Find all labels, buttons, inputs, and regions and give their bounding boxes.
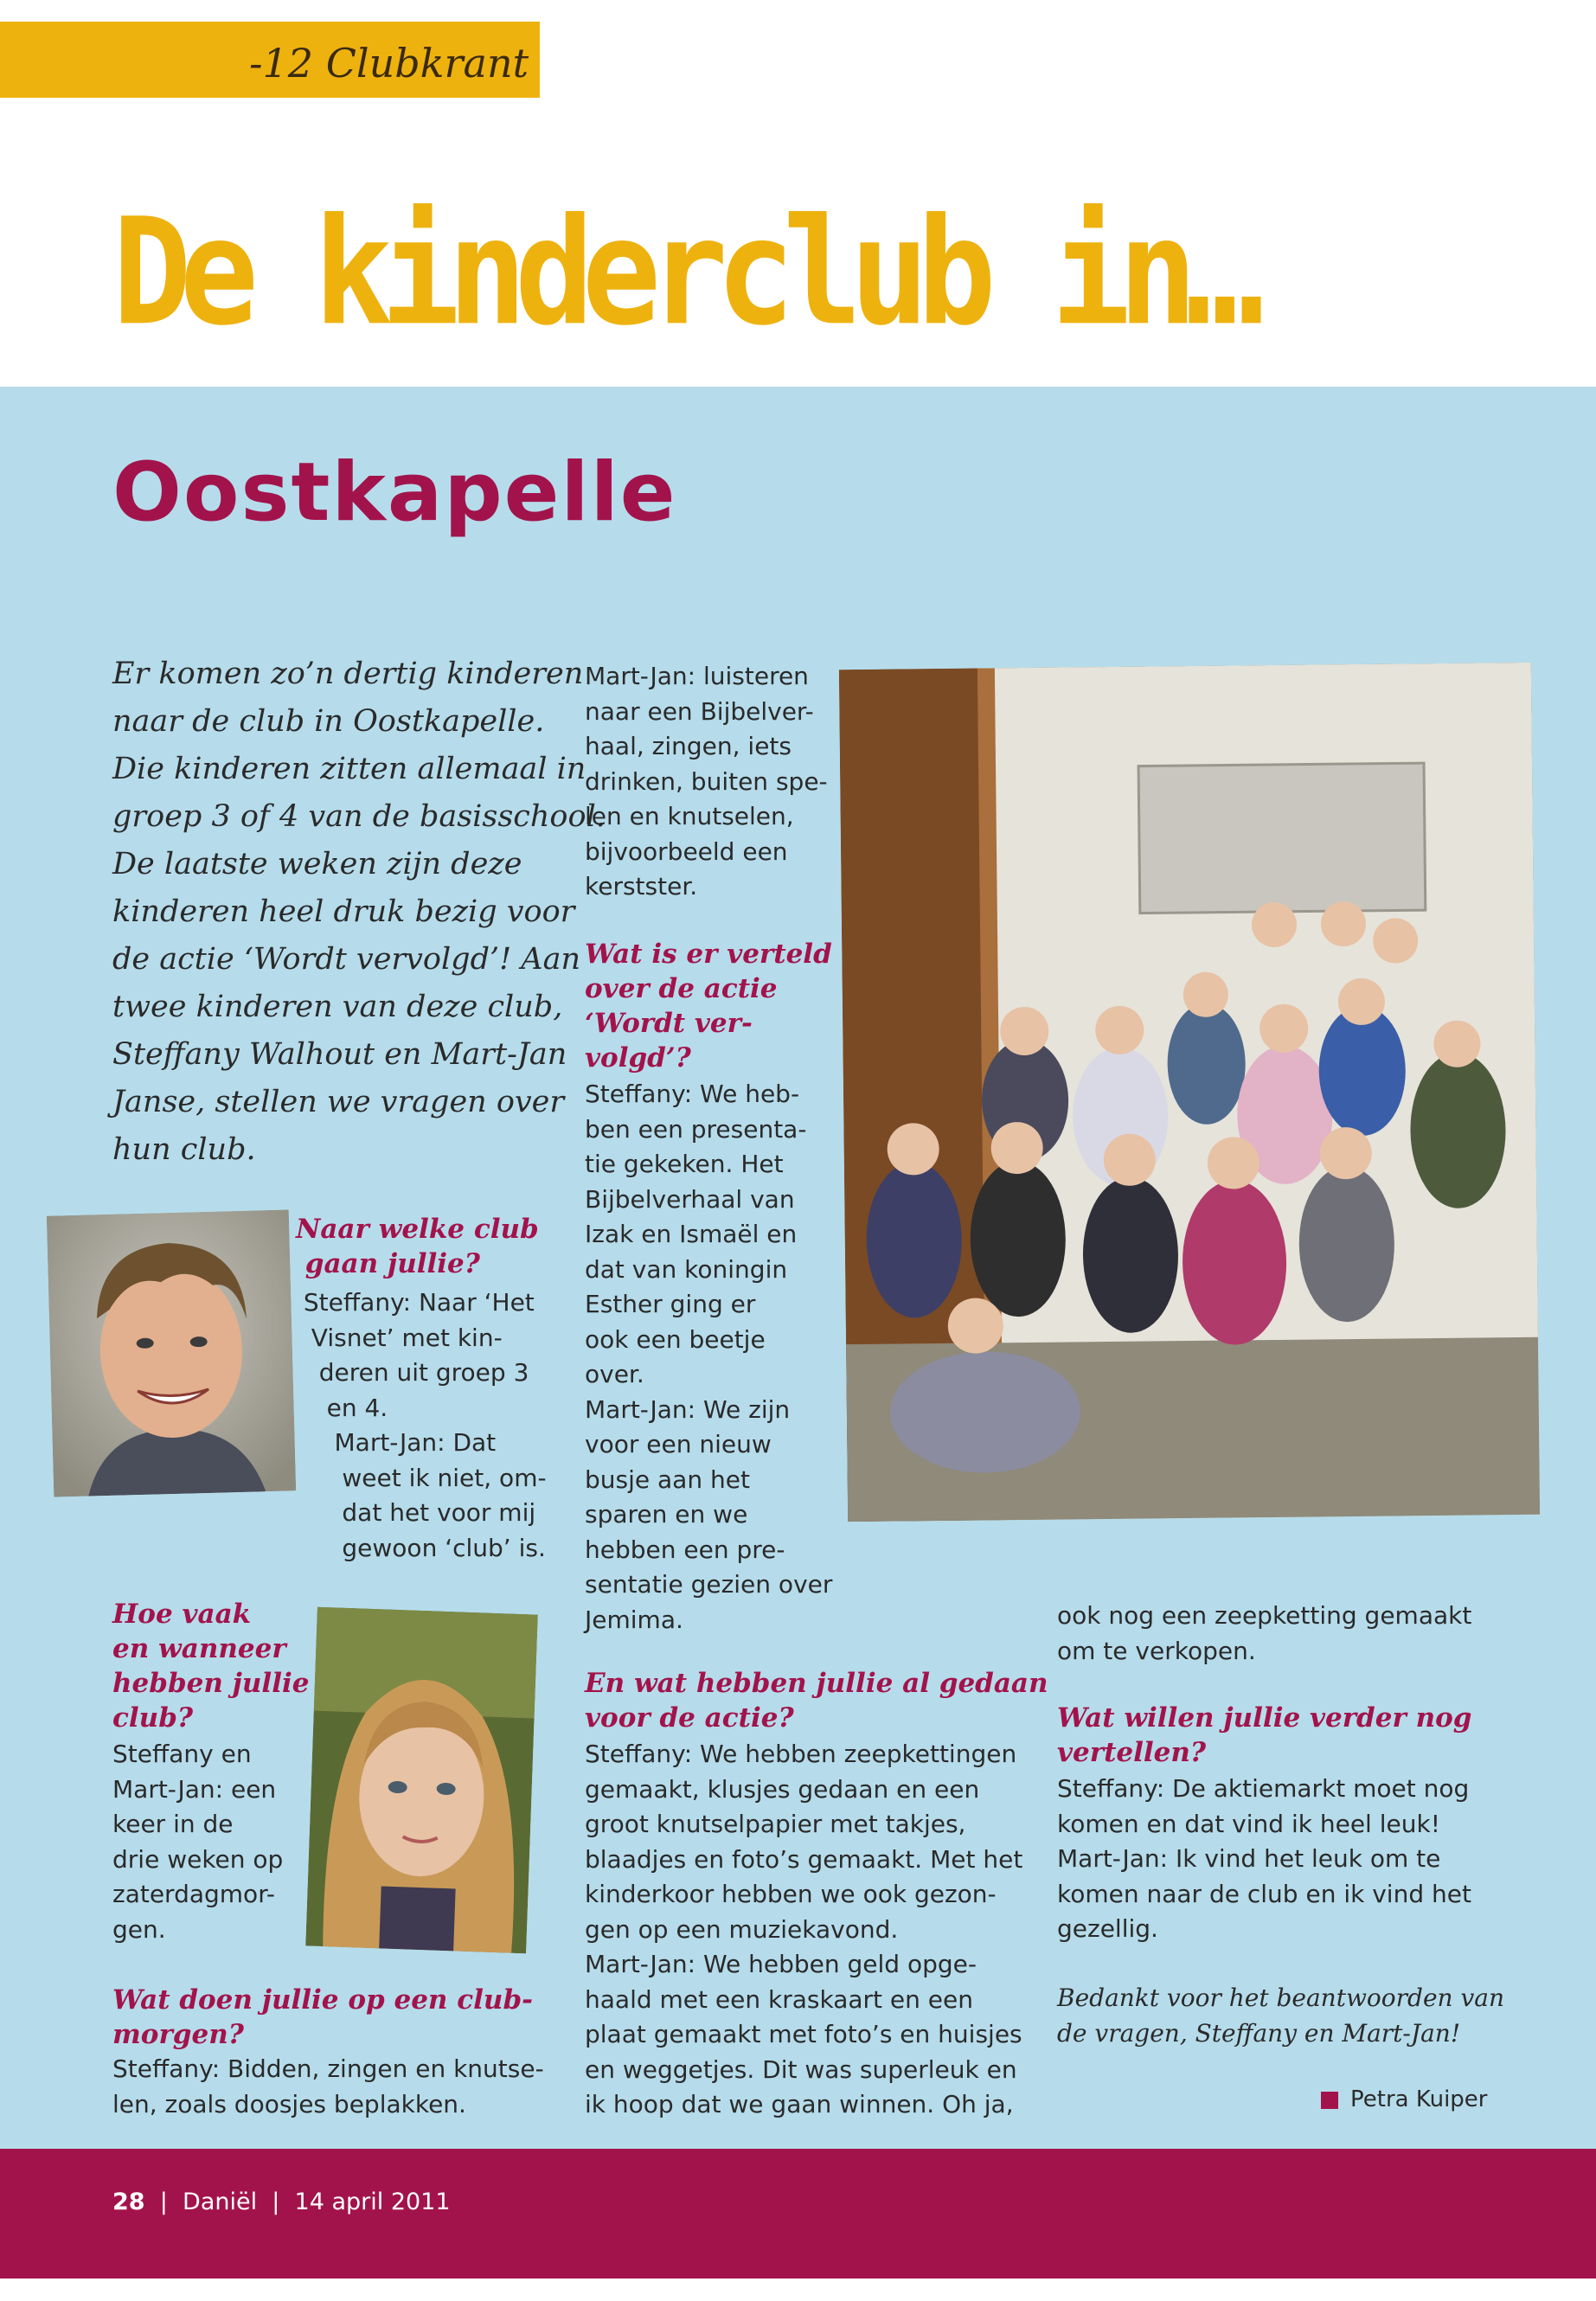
group-photo bbox=[839, 663, 1540, 1522]
question-frequency: Hoe vaak en wanneer hebben jullie club? bbox=[112, 1599, 310, 1734]
answer-frequency: Steffany en Mart-Jan: een keer in de drie weken op zaterdagmor- gen. bbox=[112, 1740, 284, 1944]
footer-separator: | bbox=[264, 2189, 287, 2215]
question-anything-else: Wat willen jullie verder nog vertellen? bbox=[1057, 1702, 1472, 1768]
intro-text: Er komen zo’n dertig kinderen naar de club in Oostkapelle. Die kinderen zitten allemaal in groep 3 of 4 van de basisschool. De laatste weken zijn deze kinderen heel druk bezig voor de actie ‘Wordt vervolgd’! Aan twee kinderen van deze club, Steffany Walhout en Mart-Jan Janse, stellen we vragen over hun club. bbox=[112, 657, 606, 1167]
question-club-morning: Wat doen jullie op een club- morgen? bbox=[112, 1984, 533, 2050]
answer-anything-else: Steffany: De aktiemarkt moet nog komen en dat vind ik heel leuk! Mart-Jan: Ik vind het leuk om te komen naar de club en ik vind het gezellig. bbox=[1057, 1774, 1471, 1943]
article-subtitle: Oostkapelle bbox=[112, 445, 677, 540]
answer-action-story: Steffany: We heb- ben een presenta- tie gekeken. Het Bijbelverhaal van Izak en Ismaël en dat van koningin Esther ging er ook een beetje over. Mart-Jan: We zijn voor een nieuw busje aan het sparen en we hebben een pre- sentatie gezien over Jemima. bbox=[585, 1080, 833, 1634]
answer-club-name: Steffany: Naar ‘Het Visnet’ met kin- deren uit groep 3 en 4. Mart-Jan: Dat weet ik niet, om- dat het voor mij gewoon ‘club’ is. bbox=[303, 1288, 547, 1562]
magazine-name: Daniël bbox=[183, 2189, 258, 2215]
portrait-mart-jan-photo bbox=[47, 1209, 296, 1497]
page-number: 28 bbox=[112, 2189, 145, 2215]
answer-club-morning-continued: Mart-Jan: luisteren naar een Bijbelver- haal, zingen, iets drinken, buiten spe- len en knutselen, bijvoorbeeld een kerstster. bbox=[585, 662, 828, 901]
answer-action-done: Steffany: We hebben zeepkettingen gemaakt, klusjes gedaan en een groot knutselpapier met takjes, blaadjes en foto’s gemaakt. Met het kinderkoor hebben we ook gezon- gen op een muziekavond. Mart-Jan: We hebben geld opge- haald met een kraskaart en een plaat gemaakt met foto’s en huisjes en weggetjes. Dit was superleuk en ik hoop dat we gaan winnen. Oh ja, bbox=[585, 1740, 1023, 2118]
question-action-story: Wat is er verteld over de actie ‘Wordt ver- volgd’? bbox=[585, 939, 832, 1074]
footer-separator: | bbox=[152, 2189, 183, 2215]
question-club-name: Naar welke club gaan jullie? bbox=[296, 1214, 539, 1279]
answer-action-done-continued: ook nog een zeepketting gemaakt om te verkopen. bbox=[1057, 1601, 1472, 1665]
author-name: Petra Kuiper bbox=[1350, 2086, 1488, 2112]
question-action-done: En wat hebben jullie al gedaan voor de actie? bbox=[585, 1668, 1048, 1734]
section-tab-label: -12 Clubkrant bbox=[249, 40, 529, 87]
portrait-steffany-photo bbox=[305, 1607, 538, 1954]
author-credit bbox=[1321, 2086, 1487, 2112]
bullet-square-icon bbox=[1321, 2092, 1338, 2109]
article-title: De kinderclub in… bbox=[112, 186, 1253, 358]
answer-club-morning: Steffany: Bidden, zingen en knutse- len, zoals doosjes beplakken. bbox=[112, 2054, 544, 2118]
thanks-text: Bedankt voor het beantwoorden van de vragen, Steffany en Mart-Jan! bbox=[1057, 1984, 1505, 2048]
footer-info bbox=[112, 2189, 451, 2215]
issue-date: 14 april 2011 bbox=[294, 2189, 451, 2215]
